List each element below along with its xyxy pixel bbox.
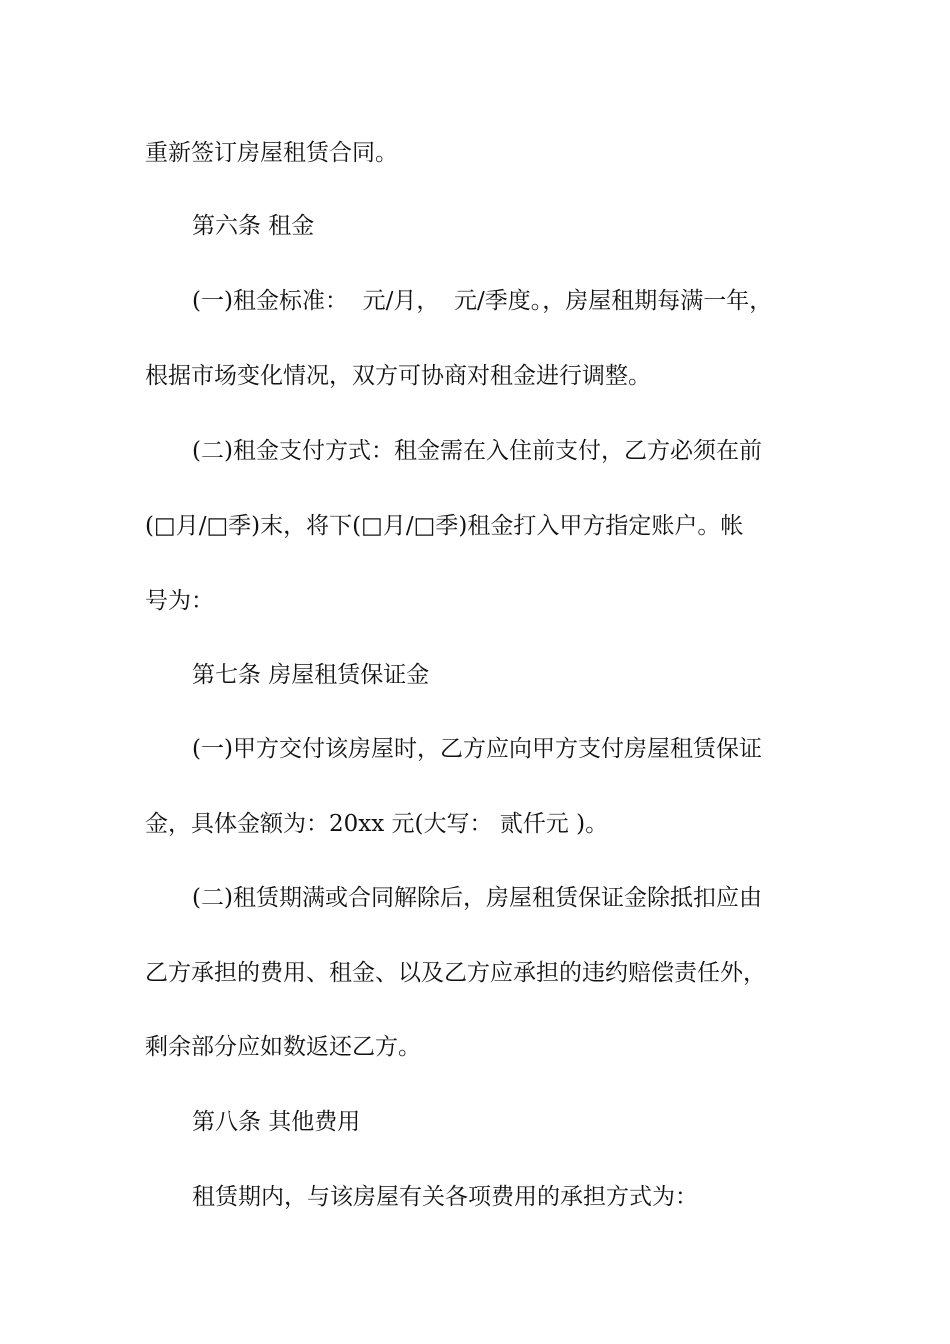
text-line: (一)租金标准： 元/月， 元/季度。，房屋租期每满一年， <box>192 288 773 314</box>
text-line: 根据市场变化情况，双方可协商对租金进行调整。 <box>145 363 651 389</box>
text-line: 重新签订房屋租赁合同。 <box>145 140 398 166</box>
text-line: (二)租赁期满或合同解除后，房屋租赁保证金除抵扣应由 <box>192 885 762 911</box>
text-line: (一)甲方交付该房屋时，乙方应向甲方支付房屋租赁保证 <box>192 736 762 762</box>
text-line: 租赁期内，与该房屋有关各项费用的承担方式为： <box>192 1184 698 1210</box>
text-line: 乙方承担的费用、租金、以及乙方应承担的违约赔偿责任外， <box>145 960 766 986</box>
section-heading: 第七条 房屋租赁保证金 <box>192 662 430 688</box>
text-line: (□月/□季)末，将下(□月/□季)租金打入甲方指定账户。帐 <box>145 513 744 539</box>
section-heading: 第八条 其他费用 <box>192 1109 361 1135</box>
text-line: 号为： <box>145 588 214 614</box>
text-line: 剩余部分应如数返还乙方。 <box>145 1034 421 1060</box>
text-line: (二)租金支付方式：租金需在入住前支付，乙方必须在前 <box>192 438 762 464</box>
section-heading: 第六条 租金 <box>192 213 315 239</box>
text-line: 金，具体金额为：20xx 元(大写： 贰仟元 )。 <box>145 811 609 837</box>
